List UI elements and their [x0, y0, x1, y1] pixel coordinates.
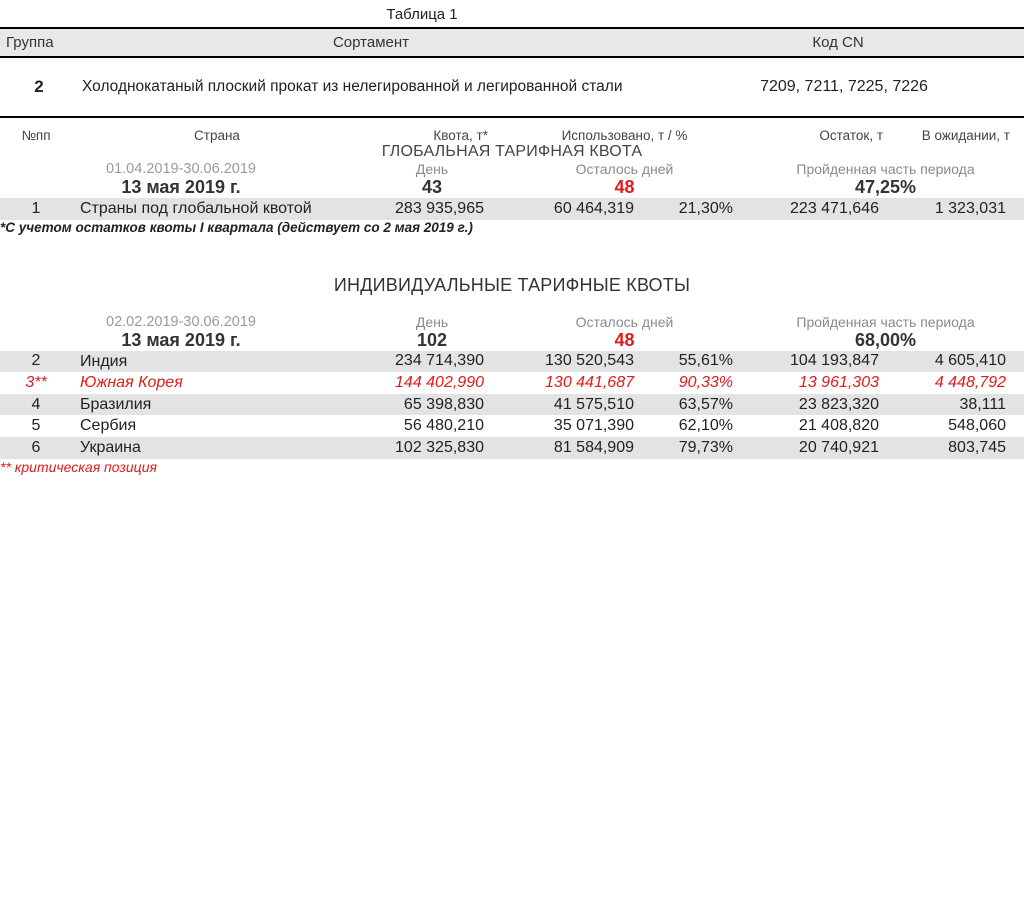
individual-period-labels: [0, 314, 1024, 330]
column-header-group: Группа: [6, 34, 54, 51]
individual-note: ** критическая позиция: [0, 458, 157, 475]
global-period-dates: 01.04.2019-30.06.2019: [106, 161, 256, 177]
global-period-labels: [0, 161, 1024, 177]
group-code: 7209, 7211, 7225, 7226: [760, 78, 928, 95]
global-days-left-value: 48: [614, 177, 635, 197]
table-caption: Таблица 1: [386, 6, 458, 23]
group-info-row: [0, 58, 1024, 116]
row-used: 35 071,390: [553, 417, 634, 435]
row-num: 1: [31, 199, 41, 217]
col-header-num: №пп: [21, 128, 51, 143]
individual-note-row: [0, 459, 1024, 475]
individual-days-left-value: 48: [614, 329, 635, 350]
row-waiting: 38,111: [959, 395, 1006, 413]
row-rest: 104 193,847: [790, 352, 879, 370]
spacer-row: [0, 235, 1024, 249]
group-assortment: Холоднокатаный плоский прокат из нелегированной и легированной стали: [82, 77, 623, 95]
global-day-label: День: [415, 161, 449, 177]
global-passed-value: 47,25%: [854, 177, 917, 197]
row-country: Украина: [80, 438, 141, 456]
row-quota: 144 402,990: [395, 373, 484, 391]
table-row: [0, 437, 1024, 459]
table-row: [0, 351, 1024, 373]
global-current-date: 13 мая 2019 г.: [121, 177, 241, 197]
group-header-block: [0, 27, 1024, 118]
global-passed-label: Пройденная часть периода: [796, 161, 975, 177]
table-row: [0, 415, 1024, 437]
row-used: 130 441,687: [545, 373, 634, 391]
col-header-rest: Остаток, т: [819, 128, 883, 143]
individual-day-value: 102: [416, 329, 448, 350]
row-waiting: 548,060: [948, 417, 1006, 435]
row-rest: 21 408,820: [798, 417, 879, 435]
row-pct: 90,33%: [678, 373, 733, 391]
row-used: 81 584,909: [553, 438, 634, 456]
global-quota-title-row: [0, 143, 1024, 161]
global-note: *С учетом остатков квоты I квартала (действует со 2 мая 2019 г.): [0, 219, 473, 235]
row-country: Бразилия: [80, 395, 152, 413]
column-header-assortment: Сортамент: [332, 34, 410, 51]
row-pct: 55,61%: [678, 352, 733, 370]
row-rest: 223 471,646: [790, 199, 879, 217]
individual-period-values: [0, 330, 1024, 351]
individual-day-label: День: [415, 313, 449, 330]
table-row: [0, 394, 1024, 416]
individual-passed-value: 68,00%: [854, 329, 917, 350]
global-period-values: [0, 177, 1024, 198]
global-days-left-label: Осталось дней: [575, 161, 674, 177]
individual-quota-title: ИНДИВИДУАЛЬНЫЕ ТАРИФНЫЕ КВОТЫ: [333, 274, 691, 295]
row-num: 6: [31, 438, 41, 456]
row-country: Южная Корея: [80, 374, 183, 392]
row-num: 4: [31, 395, 41, 413]
row-quota: 56 480,210: [403, 417, 484, 435]
row-quota: 234 714,390: [395, 352, 484, 370]
individual-period-dates: 02.02.2019-30.06.2019: [106, 313, 256, 330]
individual-quota-title-row: [0, 249, 1024, 314]
row-used: 60 464,319: [553, 199, 634, 217]
row-waiting: 4 605,410: [934, 352, 1006, 370]
row-rest: 23 823,320: [798, 395, 879, 413]
row-pct: 62,10%: [678, 417, 733, 435]
global-quota-title: ГЛОБАЛЬНАЯ ТАРИФНАЯ КВОТА: [381, 143, 643, 160]
row-pct: 79,73%: [678, 438, 733, 456]
row-country: Индия: [80, 352, 128, 370]
row-used: 130 520,543: [545, 352, 634, 370]
global-note-row: [0, 220, 1024, 235]
row-waiting: 4 448,792: [934, 373, 1006, 391]
col-header-country: Страна: [194, 128, 240, 143]
row-waiting: 803,745: [948, 438, 1006, 456]
row-quota: 102 325,830: [395, 438, 484, 456]
row-quota: 283 935,965: [395, 199, 484, 217]
column-header-code: Код CN: [812, 34, 864, 51]
col-header-used: Использовано, т / %: [561, 128, 688, 143]
row-num: 2: [31, 352, 41, 370]
individual-current-date: 13 мая 2019 г.: [121, 329, 241, 350]
quota-data-table: [0, 128, 1024, 475]
row-pct: 63,57%: [678, 395, 733, 413]
table-row: [0, 372, 1024, 394]
row-waiting: 1 323,031: [934, 199, 1006, 217]
row-country: Сербия: [80, 417, 137, 435]
row-used: 41 575,510: [553, 395, 634, 413]
row-country: Страны под глобальной квотой: [80, 200, 312, 217]
row-rest: 13 961,303: [798, 373, 879, 391]
row-rest: 20 740,921: [798, 438, 879, 456]
individual-days-left-label: Осталось дней: [575, 313, 674, 330]
table-column-headers: [0, 128, 1024, 143]
table-row: [0, 198, 1024, 220]
col-header-quota: Квота, т*: [433, 128, 488, 143]
row-num: 5: [31, 417, 41, 435]
group-number: 2: [34, 77, 44, 96]
row-quota: 65 398,830: [403, 395, 484, 413]
global-day-value: 43: [421, 177, 443, 197]
individual-passed-label: Пройденная часть периода: [796, 313, 975, 330]
row-pct: 21,30%: [678, 199, 733, 217]
row-num: 3**: [25, 373, 47, 391]
group-column-headers: [0, 29, 1024, 58]
col-header-waiting: В ожидании, т: [921, 128, 1010, 143]
